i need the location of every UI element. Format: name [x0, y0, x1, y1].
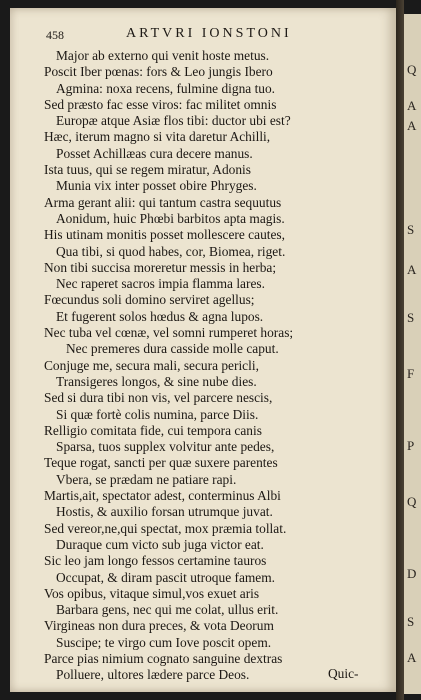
verse-line: Arma gerant alii: qui tantum castra sequutus: [44, 194, 282, 210]
facing-page-letter: Q: [407, 62, 417, 77]
verse-line: Barbara gens, nec qui me colat, ullus erit.: [56, 602, 279, 618]
verse-line: Munia vix inter posset obire Phryges.: [56, 178, 257, 194]
verse-line: Ista tuus, qui se regem miratur, Adonis: [44, 162, 251, 178]
page-header: [46, 26, 386, 46]
facing-page-letter: F: [407, 366, 415, 381]
verse-line: Si quæ fortè colis numina, parce Diis.: [56, 406, 259, 422]
verse-line: Sparsa, tuos supplex volvitur ante pedes,: [56, 439, 275, 455]
facing-page-letter: A: [407, 98, 417, 113]
facing-page-edge: [404, 14, 421, 694]
verse-line: Nec tuba vel cœnæ, vel somni rumperet horas;: [44, 325, 294, 341]
verse-line: Hostis, & auxilio forsan utrumque juvat.: [56, 504, 273, 520]
facing-page-letter: A: [407, 262, 417, 277]
verse-line: Vos opibus, vitaque simul,vos exuet aris: [44, 585, 260, 601]
verse-line: Fœcundus soli domino serviret agellus;: [44, 292, 255, 308]
page-number: 458: [46, 28, 64, 42]
verse-line: Transigeres longos, & sine nube dies.: [56, 373, 257, 389]
verse-line: Posset Achillæas cura decere manus.: [56, 145, 253, 161]
verse-line: Sed præsto fac esse viros: fac militet omnis: [44, 96, 277, 112]
verse-line: Et fugerent solos hœdus & agna lupos.: [56, 308, 264, 324]
facing-page-letter: D: [407, 566, 417, 581]
verse-line: Suscipe; te virgo cum Iove poscit opem.: [56, 634, 272, 650]
facing-page-letter: A: [407, 118, 417, 133]
verse-line: Virgineas non dura preces, & vota Deorum: [44, 618, 274, 634]
facing-page-letter: S: [407, 222, 415, 237]
verse-line: Sic leo jam longo fessos certamine tauros: [44, 553, 267, 569]
verse-line: Aonidum, huic Phœbi barbitos apta magis.: [56, 210, 285, 226]
catchword: Quic-: [328, 666, 359, 681]
verse-line: Teque rogat, sancti per quæ suxere parentes: [44, 455, 278, 471]
verse-line: His utinam monitis posset mollescere cautes,: [44, 227, 285, 243]
verse-line: Agmina: noxa recens, fulmine digna tuo.: [56, 80, 276, 96]
facing-page-letter: P: [407, 438, 415, 453]
book-page: [10, 8, 396, 692]
verse-line: Europæ atque Asiæ flos tibi: ductor ubi est?: [56, 113, 291, 129]
verse-line: Parce pias nimium cognato sanguine dextras: [44, 650, 283, 666]
book-gutter: [396, 0, 404, 700]
verse-line: Occupat, & diram pascit utroque famem.: [56, 569, 276, 585]
verse-line: Polluere, ultores lædere parce Deos.: [56, 667, 250, 683]
facing-page-letter: A: [407, 650, 417, 665]
verse-line: Hæc, iterum magno si vita daretur Achilli,: [44, 129, 271, 145]
verse-line: Conjuge me, secura mali, secura pericli,: [44, 357, 259, 373]
verse-line: Major ab externo qui venit hoste metus.: [56, 48, 270, 63]
facing-page-letter: S: [407, 614, 415, 629]
verse-line: Poscit Iber pœnas: fors & Leo jungis Ibero: [44, 64, 273, 80]
verse-line: Non tibi succisa moreretur messis in herba;: [44, 259, 277, 275]
verse-line: Qua tibi, si quod habes, cor, Biomea, riget.: [56, 243, 286, 259]
verse-line: Sed vereor,ne,qui spectat, mox præmia tollat.: [44, 520, 287, 536]
verse-line: Nec premeres dura casside molle caput.: [66, 341, 279, 357]
verse-line: Martis,ait, spectator adest, conterminus Albi: [44, 488, 281, 504]
verse-line: Nec raperet sacros impia flamma lares.: [56, 276, 265, 292]
verse-line: Relligio comitata fide, cui tempora canis: [44, 422, 262, 438]
verse-line: Duraque cum victo sub juga victor eat.: [56, 536, 264, 552]
facing-page-letter: S: [407, 310, 415, 325]
verse-line: Sed si dura tibi non vis, vel parcere nescis,: [44, 390, 273, 406]
running-head: ARTVRI IONSTONI: [126, 26, 292, 41]
facing-page-letter: Q: [407, 494, 417, 509]
verse-line: Vbera, se prædam ne patiare rapi.: [56, 471, 237, 487]
poem-text: [44, 48, 389, 684]
